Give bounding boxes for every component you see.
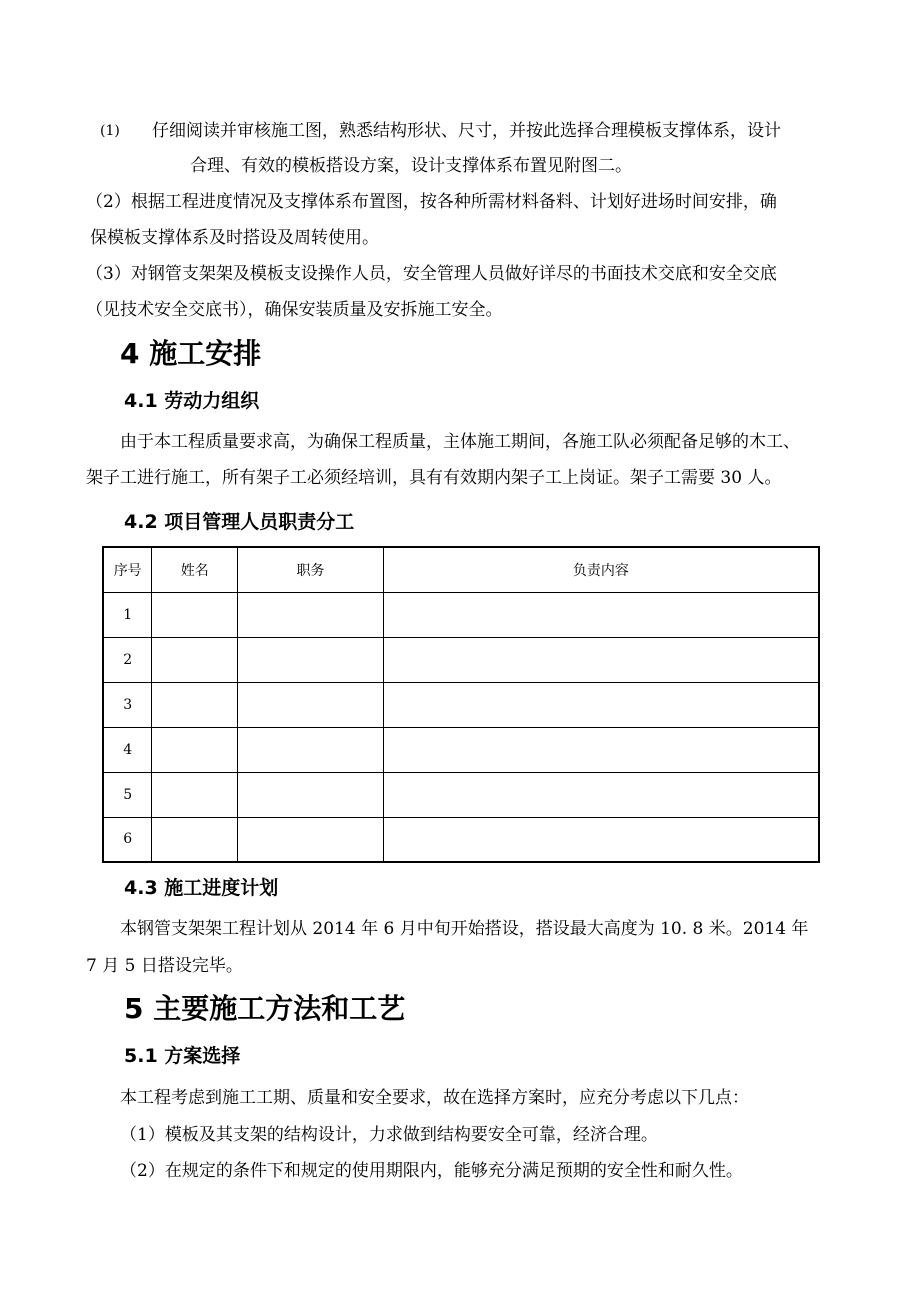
table-header-row bbox=[103, 547, 819, 592]
responsibility-cell bbox=[383, 727, 819, 772]
section51-item2: （2）在规定的条件下和规定的使用期限内，能够充分满足预期的安全性和耐久性。 bbox=[120, 1161, 743, 1181]
name-cell bbox=[152, 817, 238, 862]
responsibility-cell bbox=[383, 637, 819, 682]
position-cell bbox=[238, 682, 384, 727]
table-row bbox=[103, 637, 819, 682]
responsibility-cell bbox=[383, 817, 819, 862]
position-cell bbox=[238, 637, 384, 682]
table-row bbox=[103, 592, 819, 637]
section43-heading: 4.3 施工进度计划 bbox=[124, 877, 279, 899]
position-cell bbox=[238, 592, 384, 637]
responsibility-cell bbox=[383, 682, 819, 727]
row-number: 2 bbox=[103, 637, 152, 682]
header-position: 职务 bbox=[238, 547, 384, 592]
section43-line1: 本钢管支架架工程计划从 2014 年 6 月中旬开始搭设，搭设最大高度为 10. 8 米。2014 年 bbox=[120, 919, 809, 939]
row-number: 3 bbox=[103, 682, 152, 727]
row-number: 4 bbox=[103, 727, 152, 772]
section42-heading: 4.2 项目管理人员职责分工 bbox=[124, 511, 355, 533]
section4-heading: 4 施工安排 bbox=[120, 337, 262, 370]
section43-line2: 7 月 5 日搭设完毕。 bbox=[86, 956, 243, 976]
table-row bbox=[103, 772, 819, 817]
position-cell bbox=[238, 772, 384, 817]
section41-line1: 由于本工程质量要求高，为确保工程质量，主体施工期间，各施工队必须配备足够的木工、 bbox=[120, 432, 800, 452]
row-number: 5 bbox=[103, 772, 152, 817]
responsibility-cell bbox=[383, 772, 819, 817]
position-cell bbox=[238, 817, 384, 862]
item1-line1: 仔细阅读并审核施工图，熟悉结构形状、尺寸，并按此选择合理模板支撑体系，设计 bbox=[152, 121, 781, 141]
section41-heading: 4.1 劳动力组织 bbox=[124, 390, 260, 412]
section5-heading: 5 主要施工方法和工艺 bbox=[124, 992, 406, 1025]
header-name: 姓名 bbox=[152, 547, 238, 592]
header-responsibility: 负责内容 bbox=[383, 547, 819, 592]
section51-line1: 本工程考虑到施工工期、质量和安全要求，故在选择方案时，应充分考虑以下几点： bbox=[120, 1088, 749, 1108]
row-number: 6 bbox=[103, 817, 152, 862]
name-cell bbox=[152, 772, 238, 817]
table-row bbox=[103, 727, 819, 772]
name-cell bbox=[152, 727, 238, 772]
item1-number: (1) bbox=[100, 123, 120, 139]
header-serial: 序号 bbox=[103, 547, 152, 592]
row-number: 1 bbox=[103, 592, 152, 637]
item3-line1: （3）对钢管支架架及模板支设操作人员，安全管理人员做好详尽的书面技术交底和安全交底 bbox=[86, 264, 777, 284]
item3-line2: （见技术安全交底书），确保安装质量及安拆施工安全。 bbox=[86, 300, 503, 320]
item2-line1: （2）根据工程进度情况及支撑体系布置图，按各种所需材料备料、计划好进场时间安排，确 bbox=[86, 192, 777, 212]
name-cell bbox=[152, 682, 238, 727]
table-row bbox=[103, 682, 819, 727]
section41-line2: 架子工进行施工，所有架子工必须经培训，具有有效期内架子工上岗证。架子工需要 30 人。 bbox=[86, 468, 782, 488]
staff-duty-table bbox=[102, 546, 820, 863]
name-cell bbox=[152, 592, 238, 637]
section51-heading: 5.1 方案选择 bbox=[124, 1045, 241, 1067]
name-cell bbox=[152, 637, 238, 682]
item1-line2: 合理、有效的模板搭设方案，设计支撑体系布置见附图二。 bbox=[190, 156, 632, 176]
item2-line2: 保模板支撑体系及时搭设及周转使用。 bbox=[90, 228, 379, 248]
section51-item1: （1）模板及其支架的结构设计，力求做到结构要安全可靠，经济合理。 bbox=[120, 1125, 658, 1145]
responsibility-cell bbox=[383, 592, 819, 637]
position-cell bbox=[238, 727, 384, 772]
table-row bbox=[103, 817, 819, 862]
